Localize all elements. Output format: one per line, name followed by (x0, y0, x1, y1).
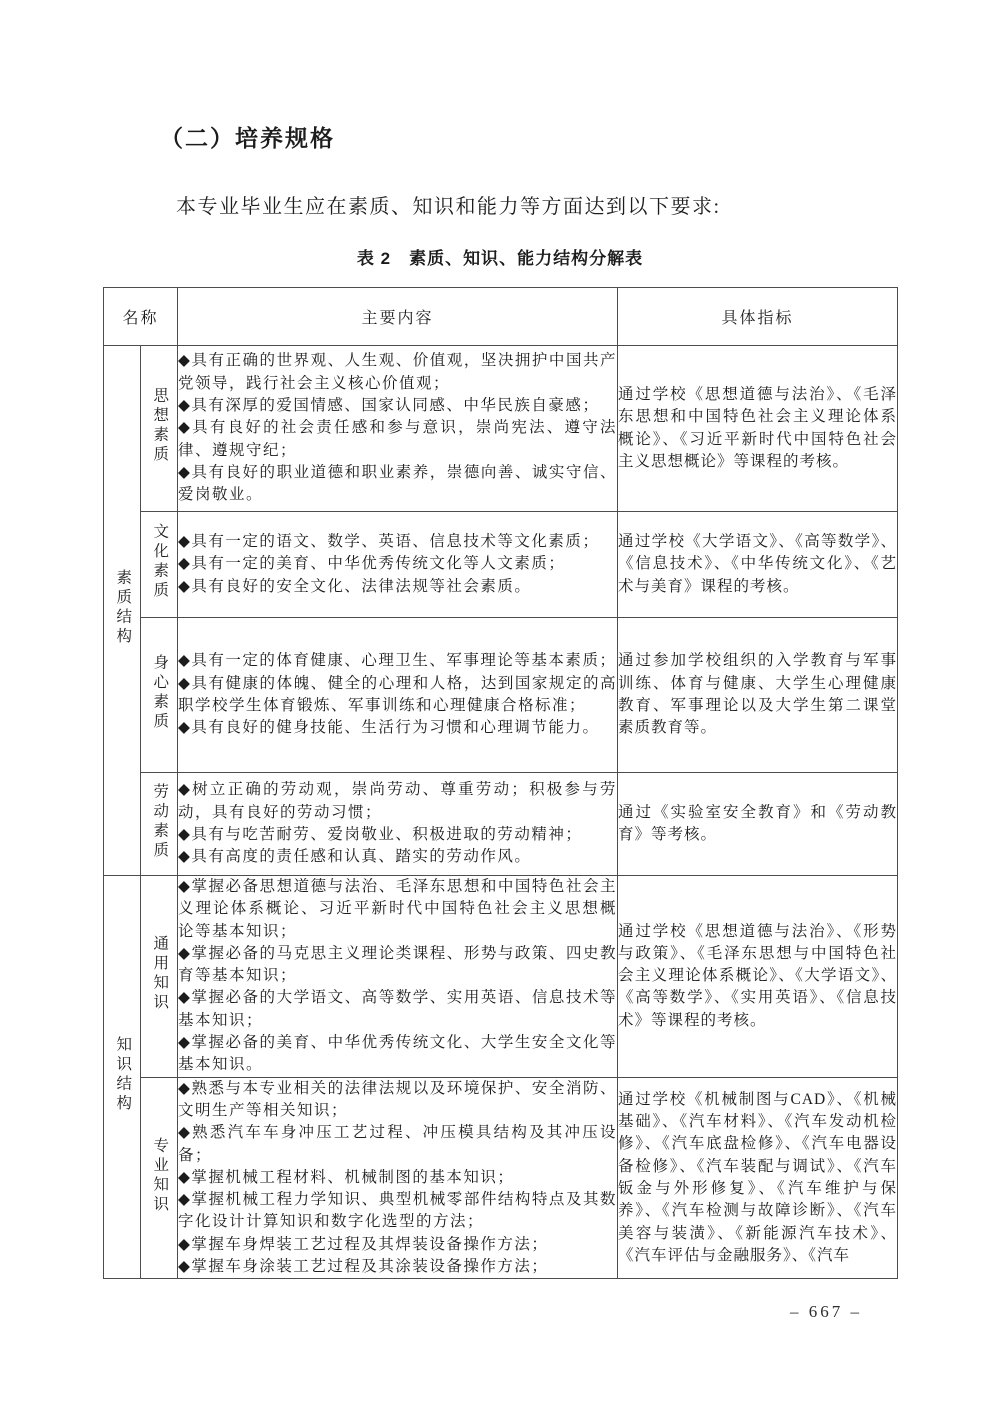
content-cell (178, 876, 618, 1078)
content-item: ◆具有良好的安全文化、法律法规等社会素质。 (178, 577, 532, 595)
indicator-text: 通过学校《思想道德与法治》、《形势与政策》、《毛泽东思想与中国特色社会主义理论体系概论》、《大学语文》、《高等数学》、《实用英语》、《信息技术》等课程的考核。 (618, 922, 898, 1029)
content-item: ◆具有与吃苦耐劳、爱岗敬业、积极进取的劳动精神； (178, 826, 583, 843)
content-item: ◆掌握车身焊装工艺过程及其焊装设备操作方法； (178, 1235, 549, 1253)
sub-label-cell (141, 618, 178, 773)
intro-paragraph: 本专业毕业生应在素质、知识和能力等方面达到以下要求: (176, 196, 721, 218)
indicator-cell (618, 618, 898, 773)
content-item: ◆掌握车身涂装工艺过程及其涂装设备操作方法； (178, 1258, 549, 1276)
page-number: – 667 – (790, 1302, 862, 1321)
table-row (104, 773, 898, 876)
section-heading: （二）培养规格 (160, 126, 335, 151)
content-item: ◆具有良好的健身技能、生活行为习惯和心理调节能力。 (178, 719, 600, 737)
table-row (104, 346, 898, 512)
sub-label: 专业知识 (151, 1136, 169, 1215)
content-item: ◆树立正确的劳动观，崇尚劳动、尊重劳动；积极参与劳动，具有良好的劳动习惯； (178, 781, 618, 821)
indicator-cell (618, 346, 898, 512)
table-row (104, 618, 898, 773)
content-cell (178, 773, 618, 876)
indicator-text: 通过《实验室安全教育》和《劳动教育》等考核。 (618, 803, 898, 843)
content-item: ◆具有一定的美育、中华优秀传统文化等人文素质； (178, 555, 566, 573)
header-name: 名称 (104, 288, 178, 346)
content-cell (178, 1077, 618, 1279)
content-cell (178, 618, 618, 773)
content-item: ◆具有高度的责任感和认真、踏实的劳动作风。 (178, 848, 532, 866)
header-indicator: 具体指标 (618, 288, 898, 346)
content-item: ◆掌握必备思想道德与法治、毛泽东思想和中国特色社会主义理论体系概论、习近平新时代中国特色社会主义思想概论等基本知识； (178, 878, 618, 940)
table-row (104, 876, 898, 1078)
content-item: ◆掌握必备的大学语文、高等数学、实用英语、信息技术等基本知识； (178, 989, 618, 1029)
content-item: ◆熟悉与本专业相关的法律法规以及环境保护、安全消防、文明生产等相关知识； (178, 1079, 618, 1119)
sub-label-cell (141, 773, 178, 876)
sub-label-cell (141, 346, 178, 512)
group-label-cell (104, 876, 141, 1279)
content-item: ◆掌握必备的马克思主义理论类课程、形势与政策、四史教育等基本知识； (178, 944, 618, 985)
table-row (104, 512, 898, 618)
content-cell (178, 512, 618, 618)
table-row (104, 1077, 898, 1279)
content-item: ◆掌握必备的美育、中华优秀传统文化、大学生安全文化等基本知识。 (178, 1034, 618, 1074)
sub-label-cell (141, 512, 178, 618)
table-caption: 表 2 素质、知识、能力结构分解表 (356, 249, 644, 268)
sub-label-cell (141, 1077, 178, 1279)
content-item: ◆掌握机械工程力学知识、典型机械零部件结构特点及其数字化设计计算知识和数字化选型的方法； (178, 1191, 618, 1231)
header-content: 主要内容 (178, 288, 618, 346)
indicator-text: 通过参加学校组织的入学教育与军事训练、体育与健康、大学生心理健康教育、军事理论以及大学生第二课堂素质教育等。 (618, 652, 898, 737)
indicator-cell (618, 512, 898, 618)
sub-label-cell (141, 876, 178, 1078)
content-item: ◆具有良好的社会责任感和参与意识，崇尚宪法、遵守法律、遵规守纪； (178, 419, 618, 459)
content-item: ◆熟悉汽车车身冲压工艺过程、冲压模具结构及其冲压设备； (178, 1124, 618, 1164)
sub-label: 思想素质 (151, 387, 169, 465)
group-label: 素质结构 (114, 569, 132, 647)
sub-label: 劳动素质 (151, 782, 169, 861)
indicator-text: 通过学校《机械制图与CAD》、《机械基础》、《汽车材料》、《汽车发动机检修》、《汽车底盘检修》、《汽车电器设备检修》、《汽车装配与调试》、《汽车钣金与外形修复》、《汽车维护与保养》、《汽车检测与故障诊断》、《汽车美容与装潢》、《新能源汽车技术》、《汽车评估与金融服务》、《汽车 (618, 1090, 898, 1264)
sub-label: 通用知识 (151, 934, 169, 1013)
content-cell (178, 346, 618, 512)
sub-label: 文化素质 (151, 523, 169, 601)
group-label: 知识结构 (114, 1035, 132, 1114)
content-item: ◆具有正确的世界观、人生观、价值观，坚决拥护中国共产党领导，践行社会主义核心价值观； (178, 352, 618, 392)
structure-table (103, 287, 898, 1279)
content-item: ◆具有健康的体魄、健全的心理和人格，达到国家规定的高职学校学生体育锻炼、军事训练和心理健康合格标准； (178, 674, 618, 714)
indicator-cell (618, 773, 898, 876)
content-item: ◆具有深厚的爱国情感、国家认同感、中华民族自豪感； (178, 397, 600, 415)
group-label-cell (104, 346, 141, 876)
indicator-text: 通过学校《思想道德与法治》、《毛泽东思想和中国特色社会主义理论体系概论》、《习近平新时代中国特色社会主义思想概论》等课程的考核。 (618, 385, 898, 470)
table-header-row (104, 288, 898, 346)
content-item: ◆具有一定的体育健康、心理卫生、军事理论等基本素质； (178, 652, 617, 670)
content-item: ◆具有良好的职业道德和职业素养，崇德向善、诚实守信、爱岗敬业。 (178, 463, 618, 504)
content-item: ◆具有一定的语文、数学、英语、信息技术等文化素质； (178, 533, 600, 551)
indicator-text: 通过学校《大学语文》、《高等数学》、《信息技术》、《中华传统文化》、《艺术与美育》课程的考核。 (618, 533, 898, 595)
indicator-cell (618, 1077, 898, 1279)
content-item: ◆掌握机械工程材料、机械制图的基本知识； (178, 1168, 515, 1186)
sub-label: 身心素质 (151, 653, 169, 732)
indicator-cell (618, 876, 898, 1078)
